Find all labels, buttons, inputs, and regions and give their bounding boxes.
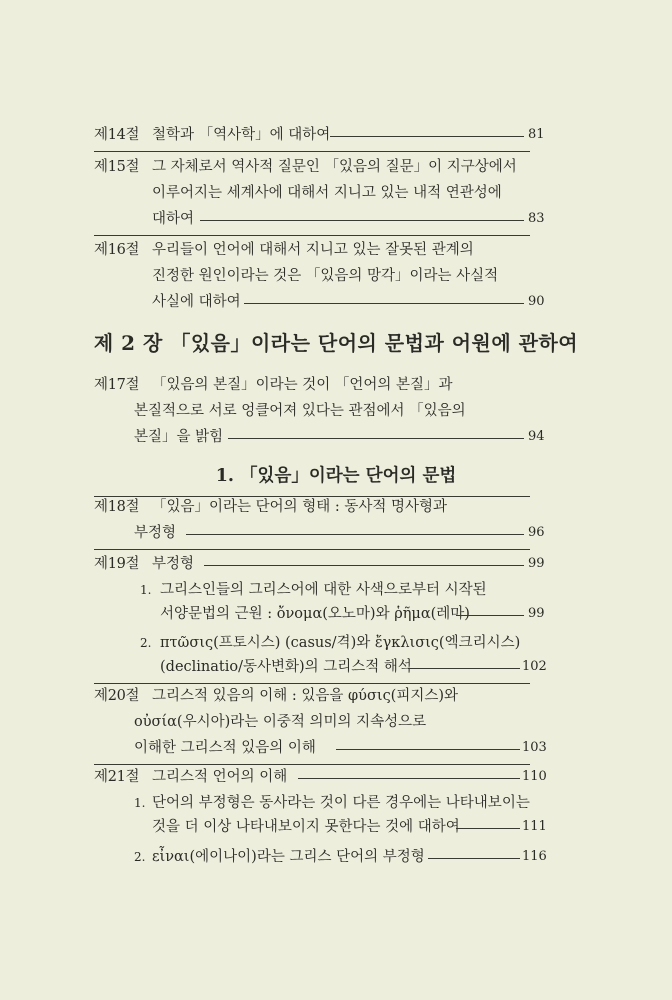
toc-entry-continued	[0, 180, 672, 206]
entry-title: 그 자체로서 역사적 질문인 「있음의 질문」이 지구상에서	[152, 159, 517, 175]
leader-line	[408, 668, 520, 669]
entry-title: 철학과 「역사학」에 대하여	[152, 127, 331, 143]
toc-entry-continued	[0, 263, 672, 289]
page-number: 116	[522, 849, 547, 864]
entry-number: 제19절	[94, 556, 140, 572]
entry-title: 단어의 부정형은 동사라는 것이 다른 경우에는 나타내보이는	[152, 795, 530, 811]
toc-entry[interactable]	[0, 764, 672, 790]
entry-title: (declinatio/동사변화)의 그리스적 해석	[160, 659, 412, 675]
entry-title: 본질적으로 서로 엉클어져 있다는 관점에서 「있음의	[134, 403, 466, 419]
page-number: 103	[522, 740, 547, 755]
leader-line	[336, 749, 520, 750]
section-heading: 1. 「있음」이라는 단어의 문법	[215, 466, 457, 486]
page-number: 90	[528, 294, 545, 309]
toc-entry[interactable]	[0, 494, 672, 520]
toc-entry-continued	[0, 206, 672, 232]
toc-entry[interactable]	[0, 122, 672, 148]
page-number: 81	[528, 127, 545, 142]
subentry-number: 2.	[134, 850, 146, 864]
subentry-number: 1.	[140, 583, 152, 597]
page-number: 94	[528, 429, 545, 444]
toc-entry-continued	[0, 814, 672, 840]
toc-entry-continued	[0, 398, 672, 424]
leader-line	[200, 220, 524, 221]
subentry-number: 2.	[140, 636, 152, 650]
entry-number: 제15절	[94, 159, 140, 175]
entry-title: 본질」을 밝힘	[134, 429, 224, 445]
toc-subentry[interactable]	[0, 844, 672, 870]
toc-entry[interactable]	[0, 154, 672, 180]
leader-line	[456, 828, 520, 829]
page-number: 102	[522, 659, 547, 674]
toc-entry[interactable]	[0, 683, 672, 709]
entry-number: 제16절	[94, 242, 140, 258]
toc-entry[interactable]	[0, 551, 672, 577]
toc-entry-continued	[0, 520, 672, 546]
entry-number: 제21절	[94, 769, 140, 785]
toc-entry-continued	[0, 709, 672, 735]
leader-line	[204, 565, 524, 566]
page-number: 83	[528, 211, 545, 226]
entry-title: 부정형	[152, 556, 195, 572]
leader-line	[428, 858, 520, 859]
entry-title: 「있음의 본질」이라는 것이 「언어의 본질」과	[152, 377, 453, 393]
divider	[94, 235, 530, 236]
entry-title: 그리스인들의 그리스어에 대한 사색으로부터 시작된	[160, 582, 487, 598]
toc-entry-continued	[0, 424, 672, 450]
chapter-heading: 제 2 장 「있음」이라는 단어의 문법과 어원에 관하여	[93, 331, 579, 355]
leader-line	[456, 615, 524, 616]
entry-number: 제14절	[94, 127, 140, 143]
leader-line	[244, 303, 524, 304]
leader-line	[330, 136, 524, 137]
toc-entry[interactable]	[0, 372, 672, 398]
page-number: 99	[528, 556, 545, 571]
entry-number: 제20절	[94, 688, 140, 704]
page-number: 110	[522, 769, 547, 784]
entry-number: 제18절	[94, 499, 140, 515]
toc-entry-continued	[0, 601, 672, 627]
entry-title: 대하여	[152, 211, 195, 227]
leader-line	[228, 438, 524, 439]
entry-title: οὐσία(우시아)라는 이중적 의미의 지속성으로	[134, 714, 427, 730]
entry-title: 사실에 대하여	[152, 294, 241, 310]
divider	[94, 549, 530, 550]
page-number: 99	[528, 606, 545, 621]
toc-entry-continued	[0, 289, 672, 315]
entry-title: 그리스적 있음의 이해 : 있음을 φύσις(피지스)와	[152, 688, 459, 704]
page-number: 96	[528, 525, 545, 540]
entry-title: 그리스적 언어의 이해	[152, 769, 288, 785]
toc-subentry[interactable]	[0, 790, 672, 816]
toc-entry-continued	[0, 654, 672, 680]
entry-title: 진정한 원인이라는 것은 「있음의 망각」이라는 사실적	[152, 268, 499, 284]
leader-line	[298, 778, 520, 779]
entry-title: 「있음」이라는 단어의 형태 : 동사적 명사형과	[152, 499, 448, 515]
divider	[94, 151, 530, 152]
entry-title: εἶναι(에이나이)라는 그리스 단어의 부정형	[152, 849, 425, 865]
leader-line	[186, 534, 524, 535]
toc-subentry[interactable]	[0, 577, 672, 603]
entry-title: πτῶσις(프토시스) (casus/격)와 ἔγκλισις(엑크리시스)	[160, 635, 521, 651]
toc-entry-continued	[0, 735, 672, 761]
toc-subentry[interactable]	[0, 630, 672, 656]
entry-title: 서양문법의 근원 : ὄνομα(오노마)와 ῥῆμα(레마)	[160, 606, 470, 622]
toc-entry[interactable]	[0, 237, 672, 263]
entry-title: 이루어지는 세계사에 대해서 지니고 있는 내적 연관성에	[152, 185, 502, 201]
entry-title: 것을 더 이상 나타내보이지 못한다는 것에 대하여	[152, 819, 460, 835]
entry-number: 제17절	[94, 377, 140, 393]
entry-title: 우리들이 언어에 대해서 지니고 있는 잘못된 관계의	[152, 242, 474, 258]
page-number: 111	[522, 819, 547, 834]
entry-title: 부정형	[134, 525, 177, 541]
entry-title: 이해한 그리스적 있음의 이해	[134, 740, 316, 756]
subentry-number: 1.	[134, 796, 146, 810]
